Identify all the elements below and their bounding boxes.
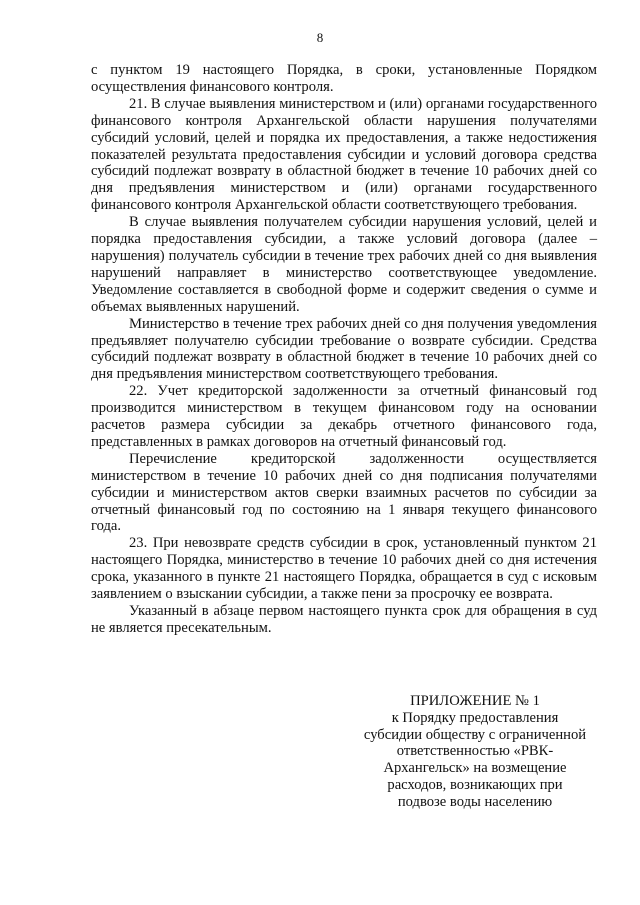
appendix-block bbox=[352, 693, 598, 811]
appendix-title: ПРИЛОЖЕНИЕ № 1 bbox=[410, 693, 540, 709]
appendix-line: ответственностью «РВК- bbox=[396, 743, 554, 760]
appendix-line: Архангельск» на возмещение bbox=[383, 760, 567, 777]
paragraph-clause-22: 22. Учет кредиторской задолженности за отчетный финансовый год производится министерством в текущем финансовом году на основании расчетов размера субсидии за декабрь отчетного финансового года, представленных в рамках договоров на отчетный финансовый год. bbox=[91, 383, 597, 450]
appendix-line: расходов, возникающих при bbox=[387, 776, 563, 793]
appendix-line: к Порядку предоставления bbox=[391, 709, 559, 726]
paragraph-payables-transfer: Перечисление кредиторской задолженности осуществляется министерством в течение 10 рабочих дней со дня подписания получателями субсидии и министерством актов сверки взаимных расчетов по субсидии за отчетный финансовый год по состоянию на 1 января текущего финансового года. bbox=[91, 450, 597, 535]
document-body bbox=[91, 62, 597, 637]
page-number: 8 bbox=[316, 30, 324, 45]
paragraph-clause-21: 21. В случае выявления министерством и (или) органами государственного финансового контроля Архангельской области нарушения получателями субсидий условий, целей и порядка их предоставления, а также недостижения показателей результата предоставления субсидии и условий договора средства субсидий подлежат возврату в областной бюджет в течение 10 рабочих дней со дня предъявления министерством и (или) органами государственного финансового контроля Архангельской области соответствующего требования. bbox=[91, 95, 597, 214]
paragraph-ministry-requirement: Министерство в течение трех рабочих дней со дня получения уведомления предъявляет получателю субсидии требование о возврате субсидии. Средства субсидий подлежат возврату в областной бюджет в течение 10 рабочих дней со дня предъявления министерством соответствующего требования. bbox=[91, 315, 597, 383]
appendix-line: субсидии обществу с ограниченной bbox=[363, 726, 587, 743]
appendix-line: подвозе воды населению bbox=[397, 793, 553, 810]
paragraph-recipient-violation: В случае выявления получателем субсидии нарушения условий, целей и порядка предоставления субсидии, а также условий договора (далее – нарушения) получатель субсидии в течение трех рабочих дней со дня выявления нарушений направляет в министерство соответствующее уведомление. Уведомление составляется в свободной форме и содержит сведения о сумме и объемах выявленных нарушений. bbox=[91, 214, 597, 315]
paragraph-term-note: Указанный в абзаце первом настоящего пункта срок для обращения в суд не является пресекательным. bbox=[91, 603, 597, 636]
paragraph-continuation: с пунктом 19 настоящего Порядка, в сроки, установленные Порядком осуществления финансового контроля. bbox=[91, 62, 597, 95]
paragraph-clause-23: 23. При невозврате средств субсидии в срок, установленный пунктом 21 настоящего Порядка, министерство в течение 10 рабочих дней со дня истечения срока, указанного в пункте 21 настоящего Порядка, обращается в суд с исковым заявлением о взыскании субсидии, а также пени за просрочку ее возврата. bbox=[91, 535, 597, 603]
